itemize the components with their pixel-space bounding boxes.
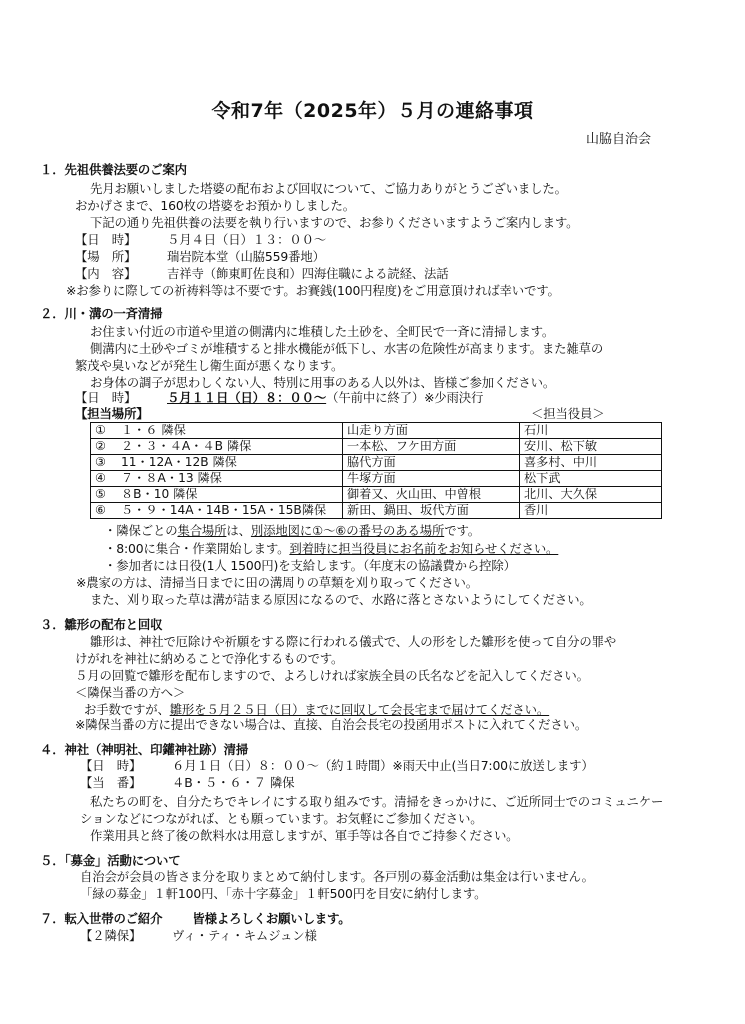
s2-date-label: 【日 時】: [75, 390, 137, 405]
area-label: ８B・10 隣保: [121, 487, 198, 501]
s2-bullet-1-underline-2: 別添地図に①～⑥の番号のある場所: [250, 523, 445, 538]
s3-paragraph-5-underline: 雛形を５月２５日（日）までに回収して会長宅まで届けてください。: [169, 702, 550, 717]
officer-cell: 喜多村、中川: [520, 455, 662, 471]
s4-paragraph-3: 作業用具と終了後の飲料水は用意しますが、軍手等は各自でご持参ください。: [90, 828, 519, 843]
s2-date-value: ５月１１日（日）８：００～: [167, 390, 327, 405]
s2-paragraph-3: 繁茂や臭いなどが発生し衛生面が悪くなります。: [75, 358, 344, 373]
cleaning-assignment-table: [90, 422, 662, 519]
officer-cell: 安川、松下敏: [520, 439, 662, 455]
s1-content-value: 吉祥寺（飾東町佐良和）四海住職による読経、法話: [167, 266, 449, 281]
place-cell: 新田、鍋田、坂代方面: [343, 503, 520, 519]
s3-paragraph-5: [84, 702, 549, 718]
area-cell: [91, 439, 343, 455]
s1-place-row: [75, 249, 325, 265]
organization-name: 山脇自治会: [586, 132, 652, 147]
officer-cell: 松下武: [520, 471, 662, 487]
s1-date-value: ５月４日（日）１３：００～: [167, 232, 327, 247]
s7-item-label: 【２隣保】: [80, 928, 142, 943]
s2-bullet-1-underline-1: 集合場所: [177, 523, 227, 538]
officer-cell: 北川、大久保: [520, 487, 662, 503]
s1-note: ※お参りに際しての祈祷料等は不要です。お賽銭(100円程度)をご用意頂ければ幸いです。: [66, 283, 560, 298]
area-cell: [91, 471, 343, 487]
s2-bullet-1-post: です。: [444, 523, 480, 538]
s1-paragraph-2: おかげさまで、160枚の塔婆をお預かりしました。: [75, 198, 356, 213]
s4-paragraph-2: ションなどにつながれば、とも願っています。お気軽にご参加ください。: [80, 811, 483, 826]
section-7-title: ７．転入世帯のご紹介: [40, 911, 163, 926]
row-number: ③: [95, 455, 106, 469]
s4-paragraph-1: 私たちの町を、自分たちでキレイにする取り組みです。清掃をきっかけに、ご近所同士でのコミュニケー: [90, 794, 664, 809]
area-cell: [91, 503, 343, 519]
table-row: [91, 487, 662, 503]
s2-note-1: ※農家の方は、清掃当日までに田の溝周りの草類を刈り取ってください。: [76, 575, 478, 590]
s4-duty-label: 【当 番】: [80, 775, 142, 790]
s2-paragraph-4: お身体の調子が思わしくない人、特別に用事のある人以外は、皆様ご参加ください。: [90, 375, 556, 390]
s7-item-row: [80, 928, 317, 944]
s2-bullet-3: ・参加者には日役(1人 1500円)を支給します。（年度末の協議費から控除）: [104, 558, 516, 573]
s2-officer-label: ＜担当役員＞: [531, 406, 605, 421]
section-1-heading: １．先祖供養法要のご案内: [40, 162, 187, 177]
s3-paragraph-3: ５月の回覧で雛形を配布しますので、よろしければ家族全員の氏名などを記入してください。: [75, 668, 589, 683]
s1-paragraph-1: 先月お願いしました塔婆の配布および回収について、ご協力ありがとうございました。: [90, 181, 567, 196]
s4-duty-value: ４B・５・６・７ 隣保: [172, 775, 295, 790]
table-row: [91, 455, 662, 471]
s2-bullet-1-pre: ・隣保ごとの: [104, 523, 178, 538]
s2-bullet-2: [104, 541, 558, 557]
section-3-heading: ３．雛形の配布と回収: [40, 617, 163, 632]
s1-date-label: 【日 時】: [75, 232, 137, 247]
section-7-note: 皆様よろしくお願いします。: [192, 911, 351, 926]
s2-paragraph-2: 側溝内に土砂やゴミが堆積すると排水機能が低下し、水害の危険性が高まります。また雑草の: [90, 341, 604, 356]
place-cell: 脇代方面: [343, 455, 520, 471]
area-label: ２・３・４A・４B 隣保: [121, 439, 252, 453]
row-number: ①: [95, 423, 106, 437]
area-cell: [91, 455, 343, 471]
table-row: [91, 423, 662, 439]
s3-paragraph-5-pre: お手数ですが、: [84, 702, 170, 717]
officer-cell: 石川: [520, 423, 662, 439]
table-row: [91, 471, 662, 487]
s1-content-label: 【内 容】: [75, 266, 137, 281]
s2-bullet-1-mid: は、: [226, 523, 251, 538]
area-label: ５・９・14A・14B・15A・15B隣保: [121, 503, 327, 517]
s2-bullet-2-pre: ・8:00に集合・作業開始します。: [104, 541, 290, 556]
table-row: [91, 439, 662, 455]
officer-cell: 香川: [520, 503, 662, 519]
s2-bullet-1: [104, 523, 480, 539]
s1-paragraph-3: 下記の通り先祖供養の法要を執り行いますので、お参りくださいますようご案内します。: [90, 215, 579, 230]
area-cell: [91, 487, 343, 503]
page-title: 令和7年（2025年）５月の連絡事項: [211, 100, 534, 122]
s2-bullet-2-underline: 到着時に担当役員にお名前をお知らせください。: [289, 541, 559, 556]
s5-paragraph-2: 「緑の募金」１軒100円、「赤十字募金」１軒500円を目安に納付します。: [80, 886, 487, 901]
section-5-heading: ５．「募金」活動について: [40, 853, 181, 868]
area-label: １・６ 隣保: [121, 423, 186, 437]
area-label: ７・８A・13 隣保: [121, 471, 222, 485]
place-cell: 御着又、火山田、中曽根: [343, 487, 520, 503]
area-cell: [91, 423, 343, 439]
s2-date-row: [75, 390, 483, 406]
table-row: [91, 503, 662, 519]
s1-place-value: 瑞岩院本堂（山脇559番地）: [167, 249, 325, 264]
s2-date-note: （午前中に終了）※少雨決行: [326, 390, 484, 405]
s2-note-2: また、刈り取った草は溝が詰まる原因になるので、水路に落とさないようにしてください。: [90, 592, 592, 607]
s1-date-row: [75, 232, 326, 248]
area-label: 11・12A・12B 隣保: [121, 455, 237, 469]
s4-date-value: ６月１日（日）８：００～（約１時間）※雨天中止(当日7:00に放送します）: [172, 758, 594, 773]
s3-paragraph-4: ＜隣保当番の方へ＞: [75, 685, 186, 700]
s2-paragraph-1: お住まい付近の市道や里道の側溝内に堆積した土砂を、全町民で一斉に清掃します。: [90, 324, 555, 339]
s2-area-label: 【担当場所】: [75, 406, 149, 421]
s7-item-value: ヴィ・ティ・キムジュン様: [172, 928, 317, 943]
row-number: ④: [95, 471, 106, 485]
s3-paragraph-6: ※隣保当番の方に提出できない場合は、直接、自治会長宅の投函用ポストに入れてください。: [75, 717, 588, 732]
s5-paragraph-1: 自治会が会員の皆さま分を取りまとめて納付します。各戸別の募金活動は集金は行いません。: [80, 869, 594, 884]
section-2-heading: ２．川・溝の一斉清掃: [40, 306, 163, 321]
place-cell: 一本松、フケ田方面: [343, 439, 520, 455]
section-4-heading: ４．神社（神明社、印鑵神社跡）清掃: [40, 742, 249, 757]
place-cell: 山走り方面: [343, 423, 520, 439]
row-number: ②: [95, 439, 106, 453]
place-cell: 牛塚方面: [343, 471, 520, 487]
s1-content-row: [75, 266, 449, 282]
s4-date-label: 【日 時】: [80, 758, 142, 773]
section-7-heading: [40, 911, 351, 927]
s4-date-row: [80, 758, 594, 774]
row-number: ⑥: [95, 503, 106, 517]
row-number: ⑤: [95, 487, 106, 501]
s1-place-label: 【場 所】: [75, 249, 137, 264]
s3-paragraph-1: 雛形は、神社で厄除けや祈願をする際に行われる儀式で、人の形をした雛形を使って自分の罪や: [90, 634, 617, 649]
s4-duty-row: [80, 775, 294, 791]
s3-paragraph-2: けがれを神社に納めることで浄化するものです。: [75, 651, 344, 666]
